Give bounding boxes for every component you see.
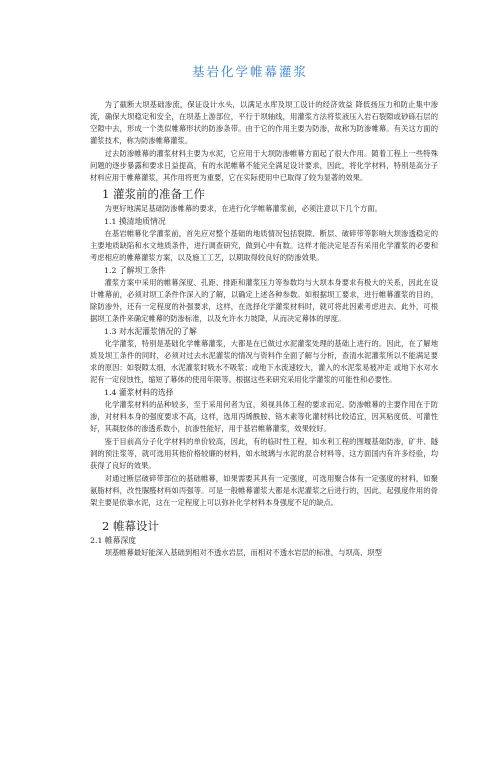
subsection-1-1-heading: 1.1 摸清地质情况 (104, 217, 166, 226)
document-page (0, 62, 500, 769)
intro-paragraph-2: 过去防渗帷幕的灌浆材料主要为水泥，它应用于大坝防渗帷幕方面起了很大作用。随着工程上一些特殊问题的逐步暴露和要求日益提高，有的水泥帷幕不能完全满足设计要求，因此，将化学材料，特别是高分子材料应用于帷幕灌浆，其作用将更为重要，它在实际使用中已取得了较为显著的效果。 (90, 149, 438, 182)
subsection-2-1-text: 坝基帷幕最好能深入基础到相对不透水岩层，而相对不透水岩层的标准，与坝高、坝型 (104, 548, 382, 557)
section-2-heading: 2 帷幕设计 (102, 519, 159, 533)
section-1-heading: 1 灌浆前的准备工作 (102, 187, 205, 201)
subsection-1-3-heading: 1.3 对水泥灌浆情况的了解 (104, 327, 197, 336)
subsection-1-4-paragraph-3: 对通过断层破碎带部位的基础帷幕，如果需要其具有一定强度，可选用聚合体有一定强度的材料，如聚氨脂材料，改性脲醛材料如丙强等。可是一般帷幕灌浆大都是水泥灌浆之后进行的，因此，起强度作用的骨架主要是依靠水泥，这在一定程度上可以弥补化学材料本身强度不足的缺点。 (90, 474, 438, 507)
subsection-1-4-paragraph-2: 鉴于目前高分子化学材料的单价较高，因此，有的临时性工程，如水利工程的围堰基础防渗，矿井、隧洞的预注浆等，就可选用其他价格较廉的材料，如水玻璃与水泥的混合材料等，这方面国内有许多经验，均获得了良好的效果。 (90, 437, 438, 470)
subsection-1-4-heading: 1.4 灌浆材料的选择 (104, 388, 174, 397)
subsection-1-2-heading: 1.2 了解坝工条件 (104, 266, 166, 275)
document-title: 基岩化学帷幕灌浆 (191, 64, 308, 79)
subsection-1-1-text: 在基岩帷幕化学灌浆前，首先应对整个基础的地质情况包括裂隙、断层、破碎带等影响大坝渗透稳定的主要地质缺陷和水文地质条件，进行调查研究，做到心中有数。这样才能决定是否有采用化学灌浆的必要和考虑相应的帷幕灌浆方案，以及施工工艺，以期取得较良好的防渗效果。 (90, 229, 438, 262)
subsection-1-4-paragraph-1: 化学灌浆材料的品种较多，至于采用何者为宜，须视具体工程的要求而定。防渗帷幕的主要作用在于防渗，对材料本身的强度要求不高，这样，选用丙烯酰胺、铬木素等化灌材料比较适宜，因其粘度低、可灌性好，其凝胶体的渗透系数小，抗渗性能好，用于基岩帷幕灌浆，效果较好。 (90, 400, 438, 433)
subsection-2-1-heading: 2.1 帷幕深度 (90, 536, 137, 545)
subsection-1-2-text: 灌浆方案中采用的帷幕深度、孔距、排距和灌浆压力等参数均与大坝本身要求有极大的关系，因此在设计帷幕前，必须对坝工条件作深入的了解，以确定上述各种参数。如根据坝工要求，进行帷幕灌浆的目的，除防渗外，还有一定程度的补强要求，这样，在选择化学灌浆材料时，就可将此因素考虑进去。此外，可根据坝工条件来确定帷幕的防渗标准，以及允许水力坡降，从而决定幕体的厚度。 (90, 278, 438, 323)
subsection-1-3-text: 化学灌浆，特别是基础化学帷幕灌浆，大都是在已做过水泥灌浆处理的基础上进行的。因此，在了解地质及坝工条件的同时，必须对过去水泥灌浆的情况与资料作全面了解与分析，查清水泥灌浆所以不能满足要求的原因：如裂隙太细，水泥灌浆时吸水不吸浆；或地下水流速较大，灌入的水泥浆易被冲走 或地下水对水泥有一定侵蚀性，缩短了幕体的使用年限等。根据这些来研究采用化学灌浆的可能性和必要性。 (90, 339, 438, 384)
intro-paragraph-1: 为了截断大坝基础渗流，保证设计水头，以满足水库及坝工设计的经济效益 降低扬压力和防止集中渗流，确保大坝稳定和安全，在坝基上游部位，平行于坝轴线，用灌浆方法将浆液压入岩石裂隙或砂砾石层的空隙中去，形成一个类似帷幕形状的防渗条带。由于它的作用主要为防渗，故称为防渗帷幕。有关这方面的灌浆技术，称为防渗帷幕灌浆。 (90, 100, 438, 145)
document-body (90, 99, 438, 559)
section-1-lead: 为更好地满足基础防渗帷幕的要求，在进行化学帷幕灌浆前，必须注意以下几个方面。 (104, 204, 382, 213)
